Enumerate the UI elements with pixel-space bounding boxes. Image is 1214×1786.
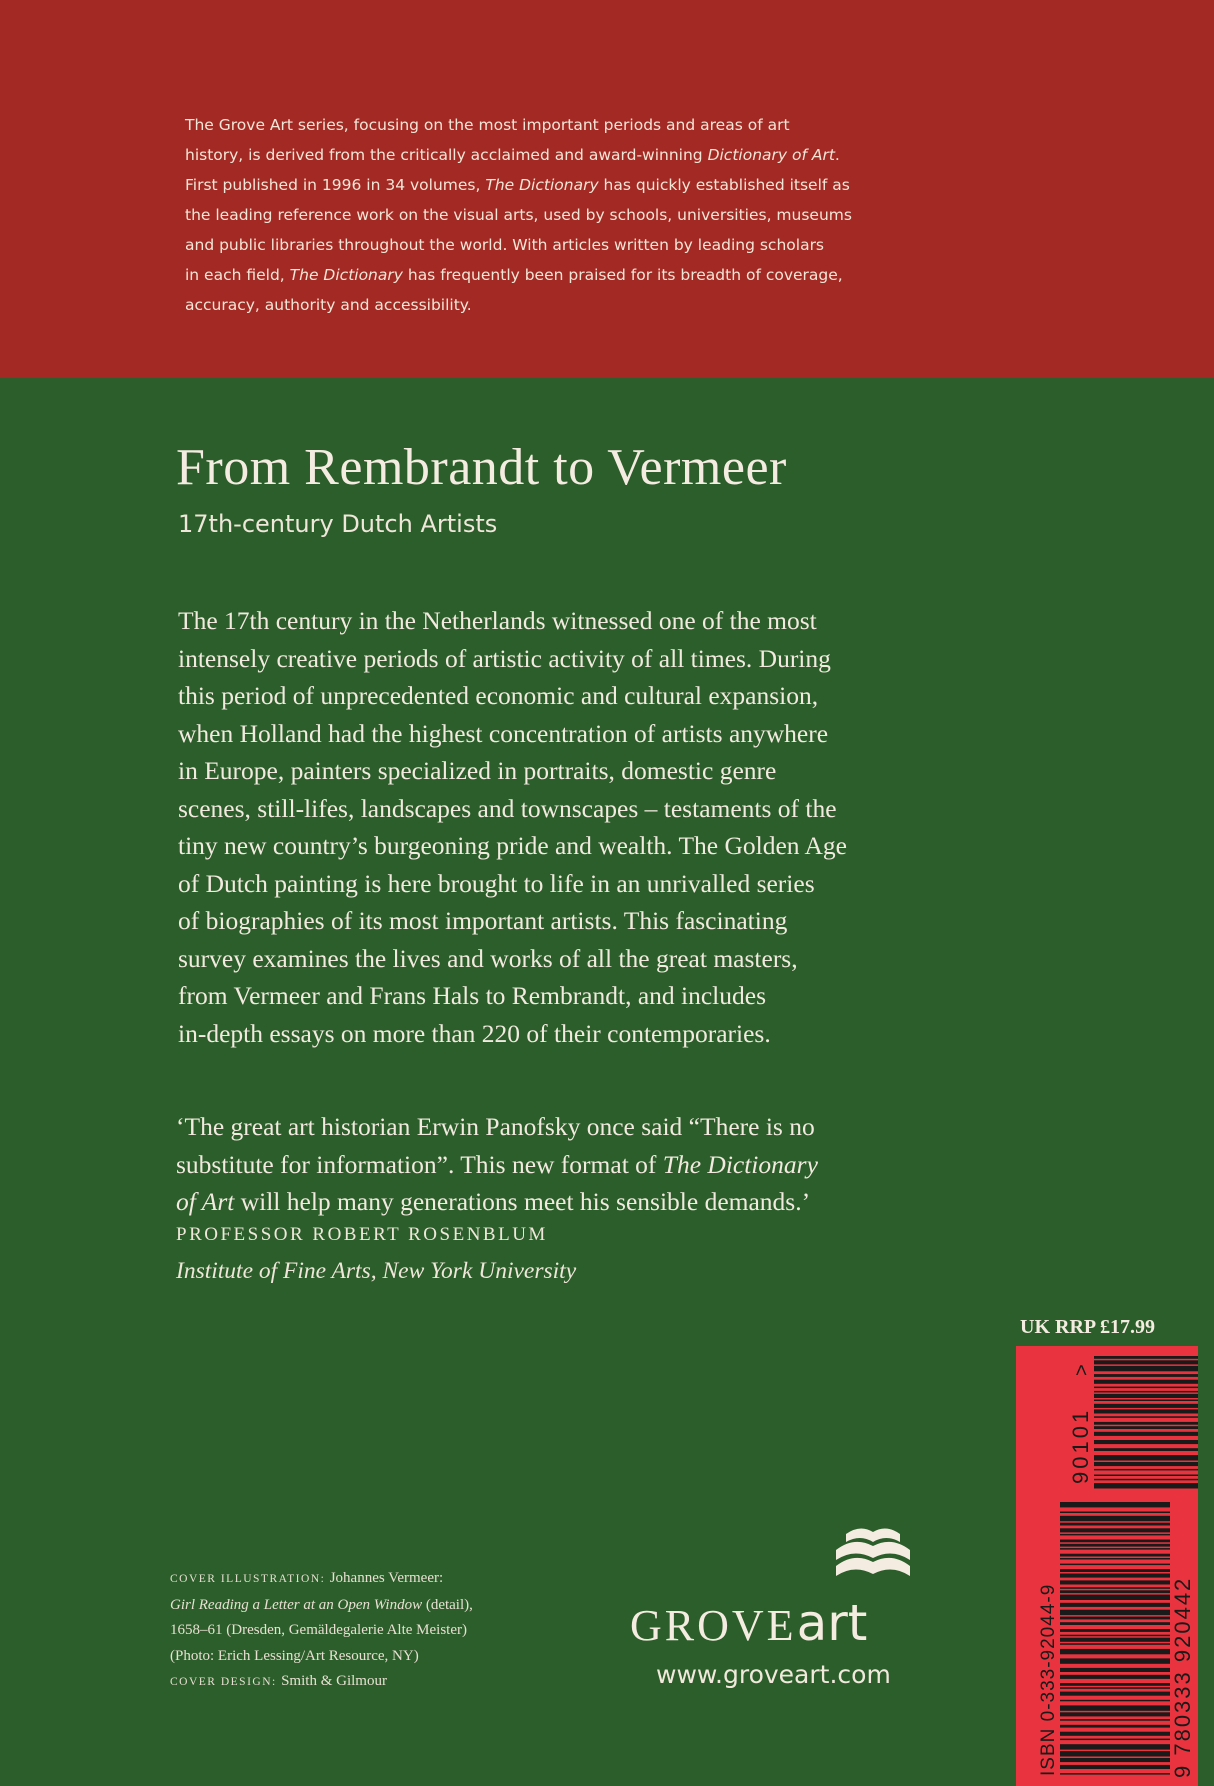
barcode-bar (1094, 1356, 1198, 1359)
barcode-bar (1060, 1622, 1170, 1625)
barcode-bar (1060, 1610, 1170, 1615)
barcode-bar (1094, 1469, 1198, 1471)
barcode-bar (1060, 1516, 1170, 1521)
credit-label: COVER ILLUSTRATION: (170, 1573, 330, 1585)
barcode-bar (1060, 1668, 1170, 1672)
barcode-bar (1094, 1479, 1198, 1481)
credit-label: COVER DESIGN: (170, 1676, 282, 1688)
description-line: The 17th century in the Netherlands witnessed one of the most (178, 606, 817, 635)
barcode-bar (1060, 1558, 1170, 1560)
barcode-bar (1060, 1739, 1170, 1741)
addon-number: 90101 (1068, 1407, 1093, 1484)
text-line: First published in 1996 in 34 volumes, The Dictionary has quickly established itself as (185, 176, 850, 194)
text-line: the leading reference work on the visual arts, used by schools, universities, museums (185, 206, 852, 224)
barcode-bar (1060, 1548, 1170, 1550)
ean-bars (1060, 1502, 1170, 1775)
barcode-bar (1060, 1512, 1170, 1514)
text-line: accuracy, authority and accessibility. (185, 296, 472, 314)
italic-text: The Dictionary (662, 1149, 818, 1179)
italic-text: Dictionary of Art (707, 146, 835, 164)
addon-bars (1094, 1356, 1198, 1489)
text-line: of Art will help many generations meet his sensible demands.’ (176, 1187, 811, 1216)
text-line: The Grove Art series, focusing on the most important periods and areas of art (185, 116, 790, 134)
italic-text: The Dictionary (485, 176, 599, 194)
isbn-text: ISBN 0-333-92044-9 (1038, 1583, 1059, 1776)
description-line: of biographies of its most important artists. This fascinating (178, 906, 788, 935)
barcode-bar (1060, 1544, 1170, 1547)
barcode-bar (1060, 1534, 1170, 1536)
barcode-bar (1060, 1719, 1170, 1721)
barcode-bar (1060, 1587, 1170, 1589)
barcode-bar (1094, 1387, 1198, 1389)
barcode-bar (1094, 1462, 1198, 1466)
series-band (0, 0, 1214, 378)
text-line: substitute for information”. This new format of The Dictionary (176, 1149, 818, 1179)
barcode-bar (1060, 1564, 1170, 1566)
barcode-bar (1060, 1649, 1170, 1654)
barcode-bar (1094, 1422, 1198, 1425)
barcode-bar (1060, 1658, 1170, 1663)
text-line: and public libraries throughout the world. With articles written by leading scholars (185, 236, 825, 254)
barcode-bar (1094, 1366, 1198, 1371)
barcode-bar (1060, 1751, 1170, 1756)
description-line: scenes, still-lifes, landscapes and townscapes – testaments of the (178, 793, 837, 823)
barcode-bar (1094, 1374, 1198, 1377)
barcode-bar (1060, 1617, 1170, 1620)
barcode-bar (1060, 1758, 1170, 1762)
barcode-bar (1060, 1643, 1170, 1645)
text-line: in each field, The Dictionary has frequently been praised for its breadth of coverage, (185, 266, 843, 284)
description-line: in Europe, painters specialized in portraits, domestic genre (178, 756, 777, 785)
barcode-bar (1060, 1732, 1170, 1736)
description-line: from Vermeer and Frans Hals to Rembrandt, and includes (178, 981, 767, 1010)
barcode-bar (1094, 1409, 1198, 1413)
text-line: ‘The great art historian Erwin Panofsky once said “There is no (176, 1112, 815, 1141)
barcode-bar (1060, 1569, 1170, 1572)
text-line: 1658–61 (Dresden, Gemäldegalerie Alte Meister) (170, 1622, 467, 1638)
barcode-bar (1060, 1603, 1170, 1607)
barcode-bar (1060, 1712, 1170, 1716)
barcode-bar (1094, 1448, 1198, 1451)
text-line: history, is derived from the critically acclaimed and award-winning Dictionary of Art. (185, 146, 840, 164)
publisher-name (630, 1594, 867, 1652)
barcode-bar (1094, 1475, 1198, 1477)
price-label: UK RRP £17.99 (1020, 1316, 1155, 1338)
barcode-bar (1060, 1683, 1170, 1686)
barcode-bar (1060, 1675, 1170, 1679)
description-line: of Dutch painting is here brought to life in an unrivalled series (178, 868, 815, 898)
barcode-bar (1094, 1426, 1198, 1429)
barcode-bar (1060, 1692, 1170, 1696)
description-line: intensely creative periods of artistic activity of all times. During (178, 643, 831, 673)
description-line: this period of unprecedented economic and cultural expansion, (178, 681, 819, 710)
barcode-bar (1060, 1502, 1170, 1507)
barcode-bar (1094, 1360, 1198, 1364)
barcode-bar (1094, 1404, 1198, 1408)
barcode-bar (1060, 1540, 1170, 1543)
barcode-bar (1060, 1700, 1170, 1702)
stacked-pages-logo-icon (832, 1520, 914, 1590)
barcode-bar (1060, 1554, 1170, 1557)
barcode-bar (1060, 1629, 1170, 1632)
review-quote (176, 1108, 976, 1221)
barcode-bar (1060, 1580, 1170, 1584)
addon-mark: > (1071, 1364, 1093, 1376)
text-line: Girl Reading a Letter at an Open Window (detail), (170, 1596, 473, 1613)
barcode-bar (1060, 1765, 1170, 1769)
book-title: From Rembrandt to Vermeer (176, 439, 787, 496)
barcode (1016, 1346, 1198, 1786)
barcode-bar (1094, 1391, 1198, 1393)
barcode-bar (1060, 1725, 1170, 1728)
text-line: COVER DESIGN: Smith & Gilmour (170, 1673, 387, 1689)
description-line: when Holland had the highest concentration of artists anywhere (178, 718, 829, 748)
barcode-bar (1094, 1455, 1198, 1460)
barcode-bar (1060, 1574, 1170, 1578)
barcode-bar (1060, 1595, 1170, 1600)
barcode-bar (1094, 1440, 1198, 1444)
description-line: survey examines the lives and works of all the great masters, (178, 943, 798, 973)
barcode-bar (1060, 1528, 1170, 1532)
barcode-bar (1094, 1432, 1198, 1436)
description-line: tiny new country’s burgeoning pride and wealth. The Golden Age (178, 831, 848, 860)
barcode-bar (1094, 1483, 1198, 1488)
text-line: (Photo: Erich Lessing/Art Resource, NY) (170, 1647, 419, 1664)
barcode-bar (1060, 1687, 1170, 1689)
publisher-name-grove: GROVE (630, 1601, 797, 1650)
italic-text: of Art (176, 1187, 235, 1216)
italic-text: Girl Reading a Letter at an Open Window (170, 1596, 423, 1613)
barcode-bar (1094, 1380, 1198, 1384)
series-description (185, 110, 925, 320)
italic-text: The Dictionary (289, 266, 403, 284)
description-line: in-depth essays on more than 220 of their contemporaries. (178, 1018, 771, 1048)
ean-number: 9 780333 920442 (1170, 1576, 1195, 1778)
book-subtitle: 17th-century Dutch Artists (178, 510, 498, 538)
barcode-bar (1060, 1590, 1170, 1593)
barcode-bar (1060, 1705, 1170, 1710)
text-line: COVER ILLUSTRATION: Johannes Vermeer: (170, 1570, 444, 1586)
barcode-bar (1060, 1638, 1170, 1642)
barcode-bar (1094, 1400, 1198, 1402)
book-description (178, 602, 978, 1052)
barcode-bar (1060, 1744, 1170, 1749)
barcode-bar (1060, 1635, 1170, 1637)
publisher-website: www.groveart.com (656, 1660, 891, 1689)
barcode-bar (1060, 1523, 1170, 1526)
barcode-bar (1094, 1416, 1198, 1418)
barcode-panel (1016, 1346, 1198, 1786)
barcode-bar (1094, 1394, 1198, 1398)
quote-affiliation: Institute of Fine Arts, New York University (176, 1258, 577, 1284)
publisher-name-art: art (796, 1594, 868, 1652)
quote-attribution: PROFESSOR ROBERT ROSENBLUM (176, 1224, 548, 1245)
cover-credits (170, 1566, 590, 1696)
barcode-bar (1060, 1773, 1170, 1775)
